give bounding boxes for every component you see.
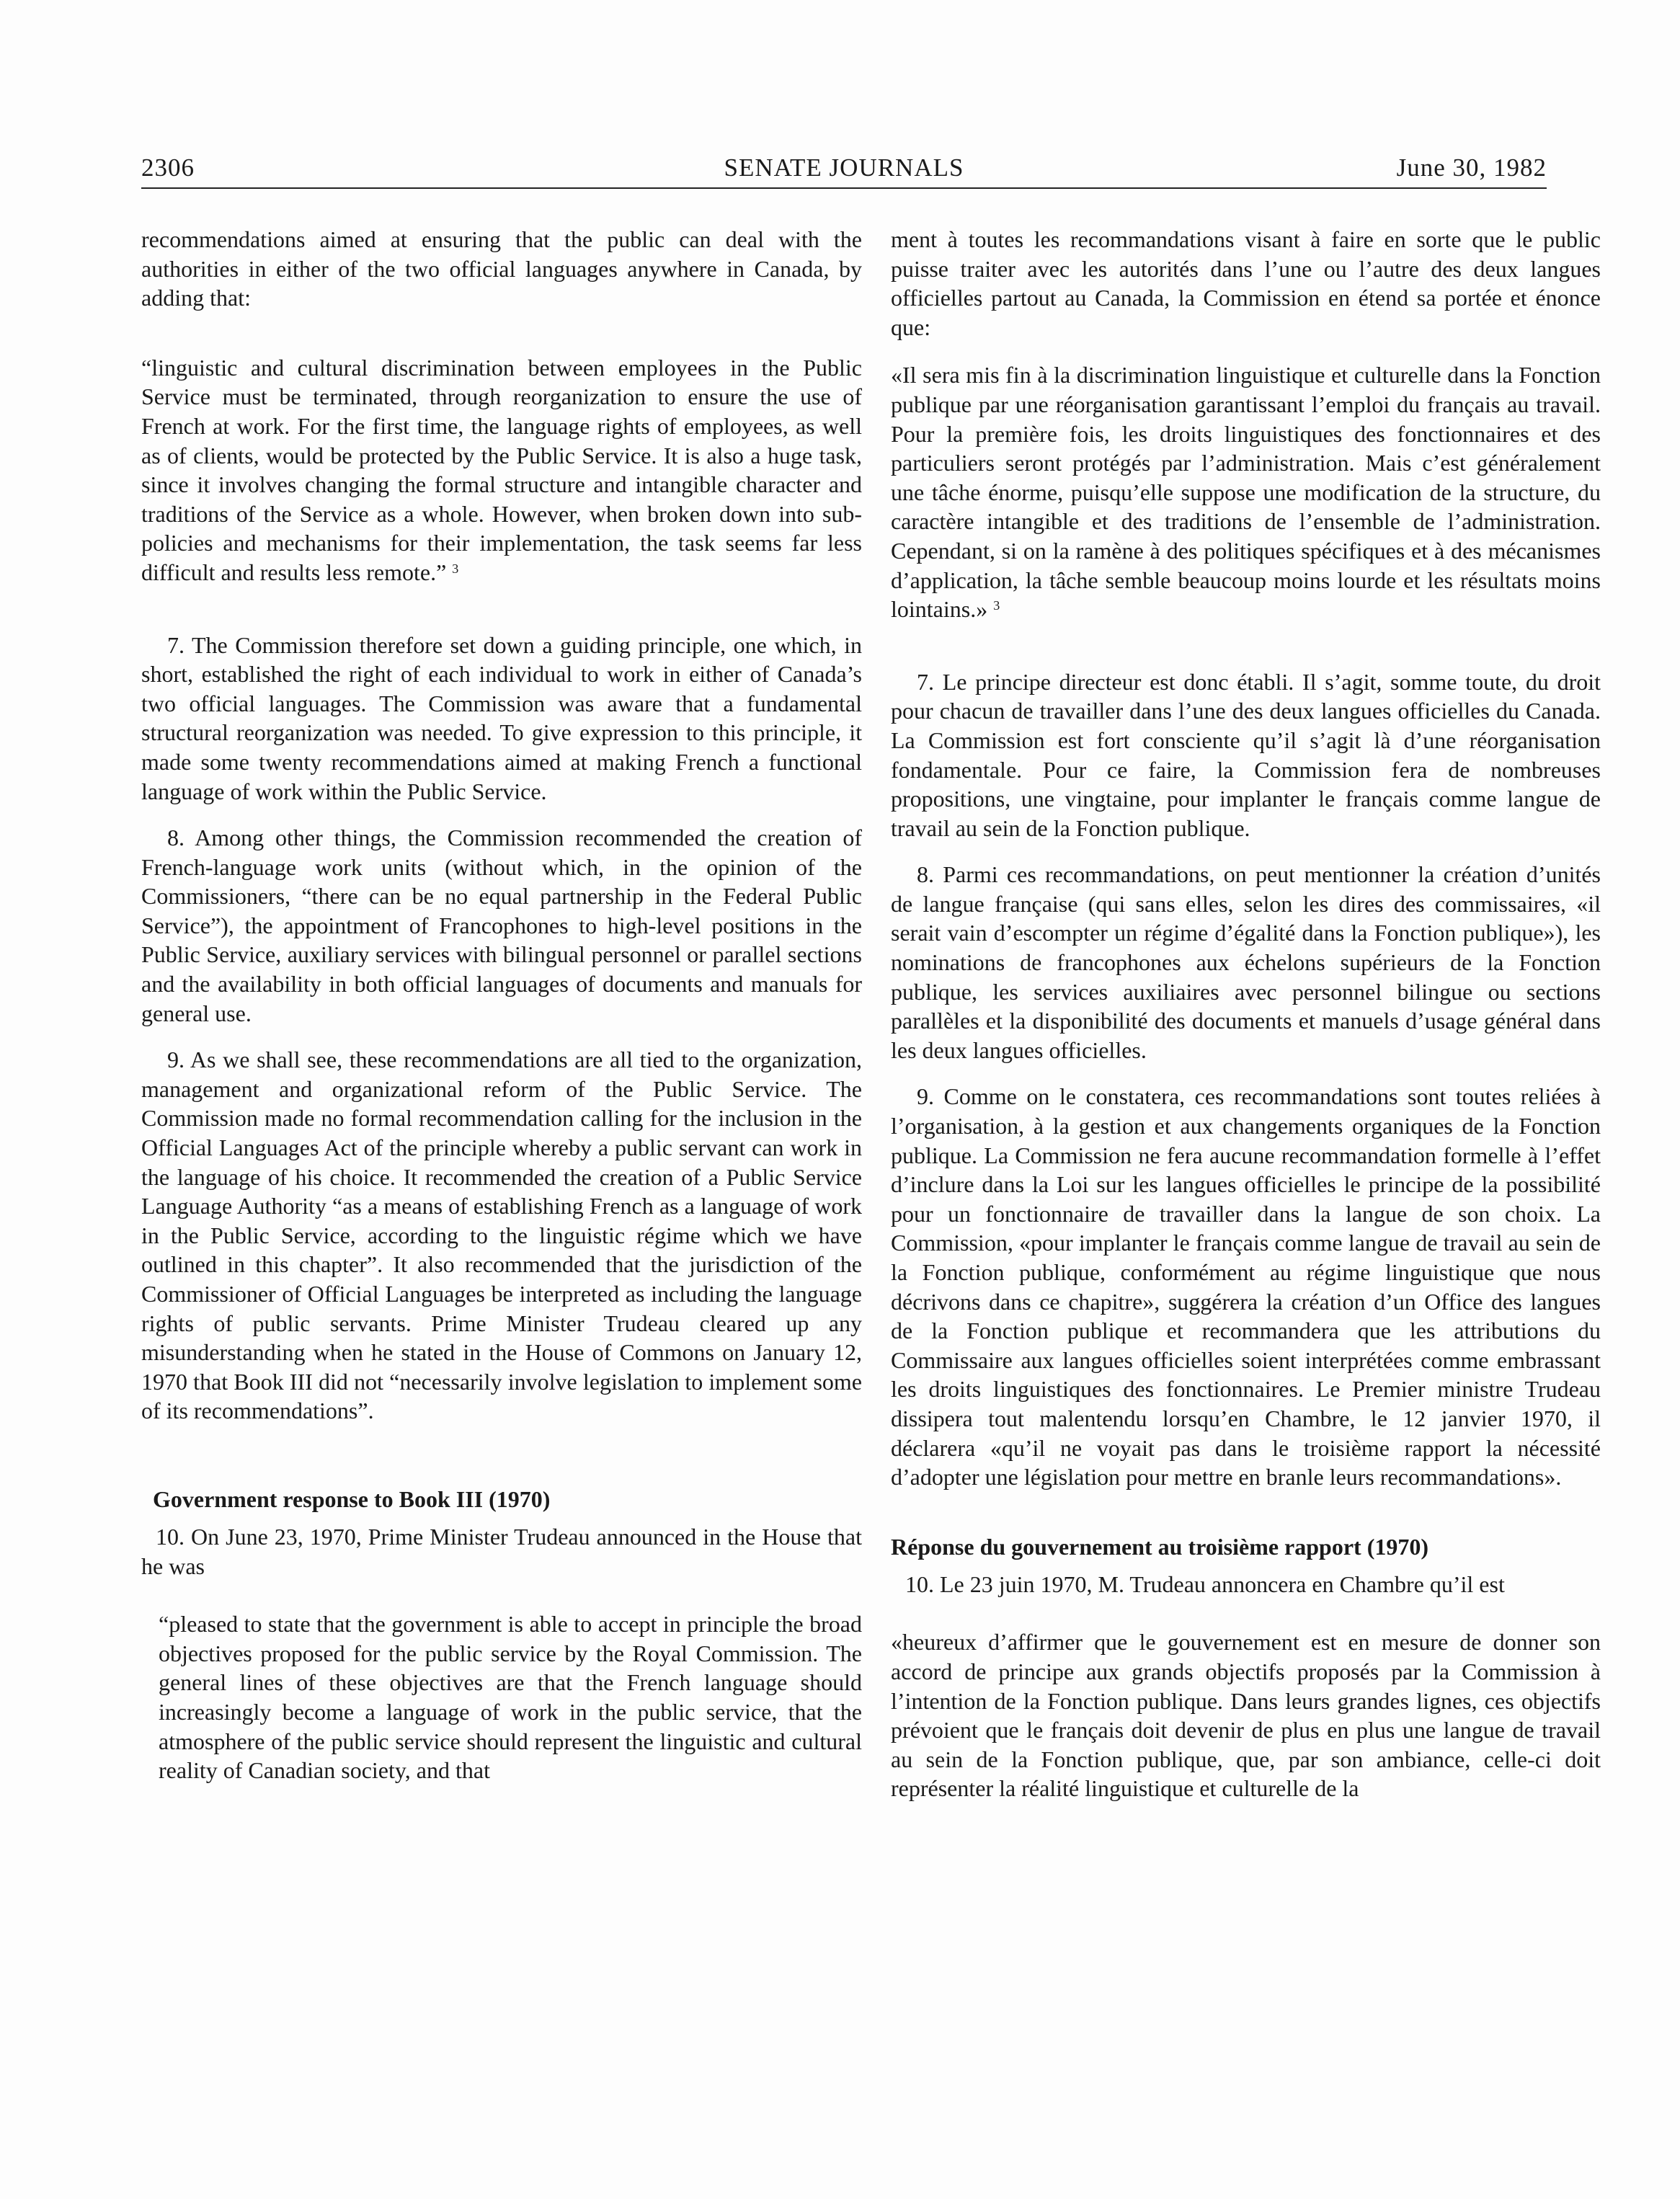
english-footnote-ref: 3 bbox=[452, 561, 459, 576]
french-paragraph-7: 7. Le principe directeur est donc établi. Il s’agit, somme toute, du droit pour chacun de travailler dans l’une des deux langues officielles du Canada. La Commission est fort consciente qu’il s’agit là d’une réorganisation fondamentale. Pour ce faire, la Commission fera de nombreuses propositions, une vingtaine, pour implanter le français comme langue de travail au sein de la Fonction publique. bbox=[891, 668, 1601, 841]
french-paragraph-8: 8. Parmi ces recommandations, on peut mentionner la création d’unités de langue française (qui sans elles, selon les dires des commissaires, «il serait vain d’escompter un régime d’égalité dans la Fonction publique»), les nominations de francophones aux échelons supérieurs de la Fonction publique, les services auxiliaires avec personnel bilingue ou sections parallèles et la disponibilité des documents et manuels d’usage général dans les deux langues officielles. bbox=[891, 861, 1601, 1063]
english-paragraph-9: 9. As we shall see, these recommendations are all tied to the organization, management and organizational reform of the Public Service. The Commission made no formal recommendation calling for the inclusion in the Official Languages Act of the principle whereby a public servant can work in the language of his choice. It recommended the creation of a Public Service Language Authority “as a means of establishing French as a language of work in the Public Service, according to the linguistic régime which we have outlined in this chapter”. It also recommended that the jurisdiction of the Commissioner of Official Languages be interpreted as including the language rights of public servants. Prime Minister Trudeau cleared up any misunderstanding when he stated in the House of Commons on January 12, 1970 that Book III did not “necessarily involve legislation to implement some of its recommendations”. bbox=[141, 1047, 862, 1424]
english-quote-2: “pleased to state that the government is able to accept in principle the broad objectives proposed for the public service by the Royal Commission. The general lines of these objectives are that the French language should increasingly become a language of work in the public service, that the atmosphere of the public service should represent the linguistic and cultural reality of Canadian society, and that bbox=[159, 1611, 862, 1784]
french-footnote-ref: 3 bbox=[993, 598, 1000, 613]
french-intro: ment à toutes les recommandations visant à faire en sorte que le public puisse traiter avec les autorités dans l’une ou l’autre des deux langues officielles partout au Canada, la Commission en étend sa portée et énonce que: bbox=[891, 226, 1601, 340]
french-column bbox=[891, 225, 1601, 1847]
english-section-heading: Government response to Book III (1970) bbox=[153, 1485, 551, 1512]
french-quote-1-text: «Il sera mis fin à la discrimination linguistique et culturelle dans la Fonction publique par une réorganisation garantissant l’emploi du français au travail. Pour la première fois, les droits linguistiques des fonctionnaires et des particuliers seront protégés par l’administration. Mais c’est généralement une tâche énorme, puisqu’elle suppose une modification de la structure, du caractère intangible et des traditions de l’ensemble de l’administration. Cependant, si on la ramène à des politiques spécifiques et à des mécanismes d’application, la tâche semble beaucoup moins lourde et les résultats moins lointains.» bbox=[891, 362, 1601, 623]
french-section-heading: Réponse du gouvernement au troisième rapport (1970) bbox=[891, 1533, 1429, 1560]
english-paragraph-8: 8. Among other things, the Commission recommended the creation of French-language work units (without which, in the opinion of the Commissioners, “there can be no equal partnership in the Federal Public Service”), the appointment of Francophones to high-level positions in the Public Service, auxiliary services with bilingual personnel or parallel sections and the availability in both official languages of documents and manuals for general use. bbox=[141, 825, 862, 1026]
page-number: 2306 bbox=[141, 154, 195, 182]
english-intro: recommendations aimed at ensuring that the public can deal with the authorities in either of the two official languages anywhere in Canada, by adding that: bbox=[141, 226, 862, 311]
header-rule bbox=[141, 187, 1547, 189]
header-date: June 30, 1982 bbox=[1396, 154, 1547, 182]
english-column bbox=[141, 225, 862, 1829]
english-quote-1 bbox=[141, 353, 862, 587]
french-quote-2: «heureux d’affirmer que le gouvernement est en mesure de donner son accord de principe aux grands objectifs proposés par la Commission à l’intention de la Fonction publique. Dans leurs grandes lignes, ces objectifs prévoient que le français doit devenir de plus en plus une langue de travail au sein de la Fonction publique, que, par son ambiance, celle-ci doit représenter la réalité linguistique et culturelle de la bbox=[891, 1629, 1601, 1802]
english-paragraph-10: 10. On June 23, 1970, Prime Minister Trudeau announced in the House that he was bbox=[141, 1523, 862, 1579]
french-paragraph-9: 9. Comme on le constatera, ces recommandations sont toutes reliées à l’organisation, à la gestion et aux changements organiques de la Fonction publique. La Commission ne fera aucune recommandation formelle à l’effet d’inclure dans la Loi sur les langues officielles le principe de la possibilité pour un fonctionnaire de travailler dans la langue de son choix. La Commission, «pour implanter le français comme langue de travail au sein de la Fonction publique, conformément au régime linguistique que nous décrivons dans ce chapitre», suggérera la création d’un Office des langues de la Fonction publique et recommandera que les attributions du Commissaire aux langues officielles soient interprétées comme embrassant les droits linguistiques des fonctionnaires. Le Premier ministre Trudeau dissipera tout malentendu lorsqu’en Chambre, le 12 janvier 1970, il déclarera «qu’il ne voyait pas dans le troisième rapport la nécessité d’adopter une législation pour mettre en branle leurs recommandations». bbox=[891, 1083, 1601, 1491]
french-quote-1 bbox=[891, 360, 1601, 623]
french-paragraph-10: 10. Le 23 juin 1970, M. Trudeau annoncera en Chambre qu’il est bbox=[905, 1571, 1505, 1597]
english-paragraph-7: 7. The Commission therefore set down a guiding principle, one which, in short, established the right of each individual to work in either of Canada’s two official languages. The Commission was aware that a fundamental structural reorganization was needed. To give expression to this principle, it made some twenty recommendations aimed at making French a functional language of work within the Public Service. bbox=[141, 631, 862, 804]
page-header bbox=[141, 150, 1547, 186]
english-quote-1-text: “linguistic and cultural discrimination between employees in the Public Service must be terminated, through reorganization to ensure the use of French at work. For the first time, the language rights of employees, as well as of clients, would be protected by the Public Service. It is also a huge task, since it involves changing the formal structure and intangible character and traditions of the Service as a whole. However, when broken down into sub-policies and mechanisms for their implementation, the task seems far less difficult and results less remote.” bbox=[141, 354, 862, 585]
journal-title: SENATE JOURNALS bbox=[724, 154, 964, 182]
